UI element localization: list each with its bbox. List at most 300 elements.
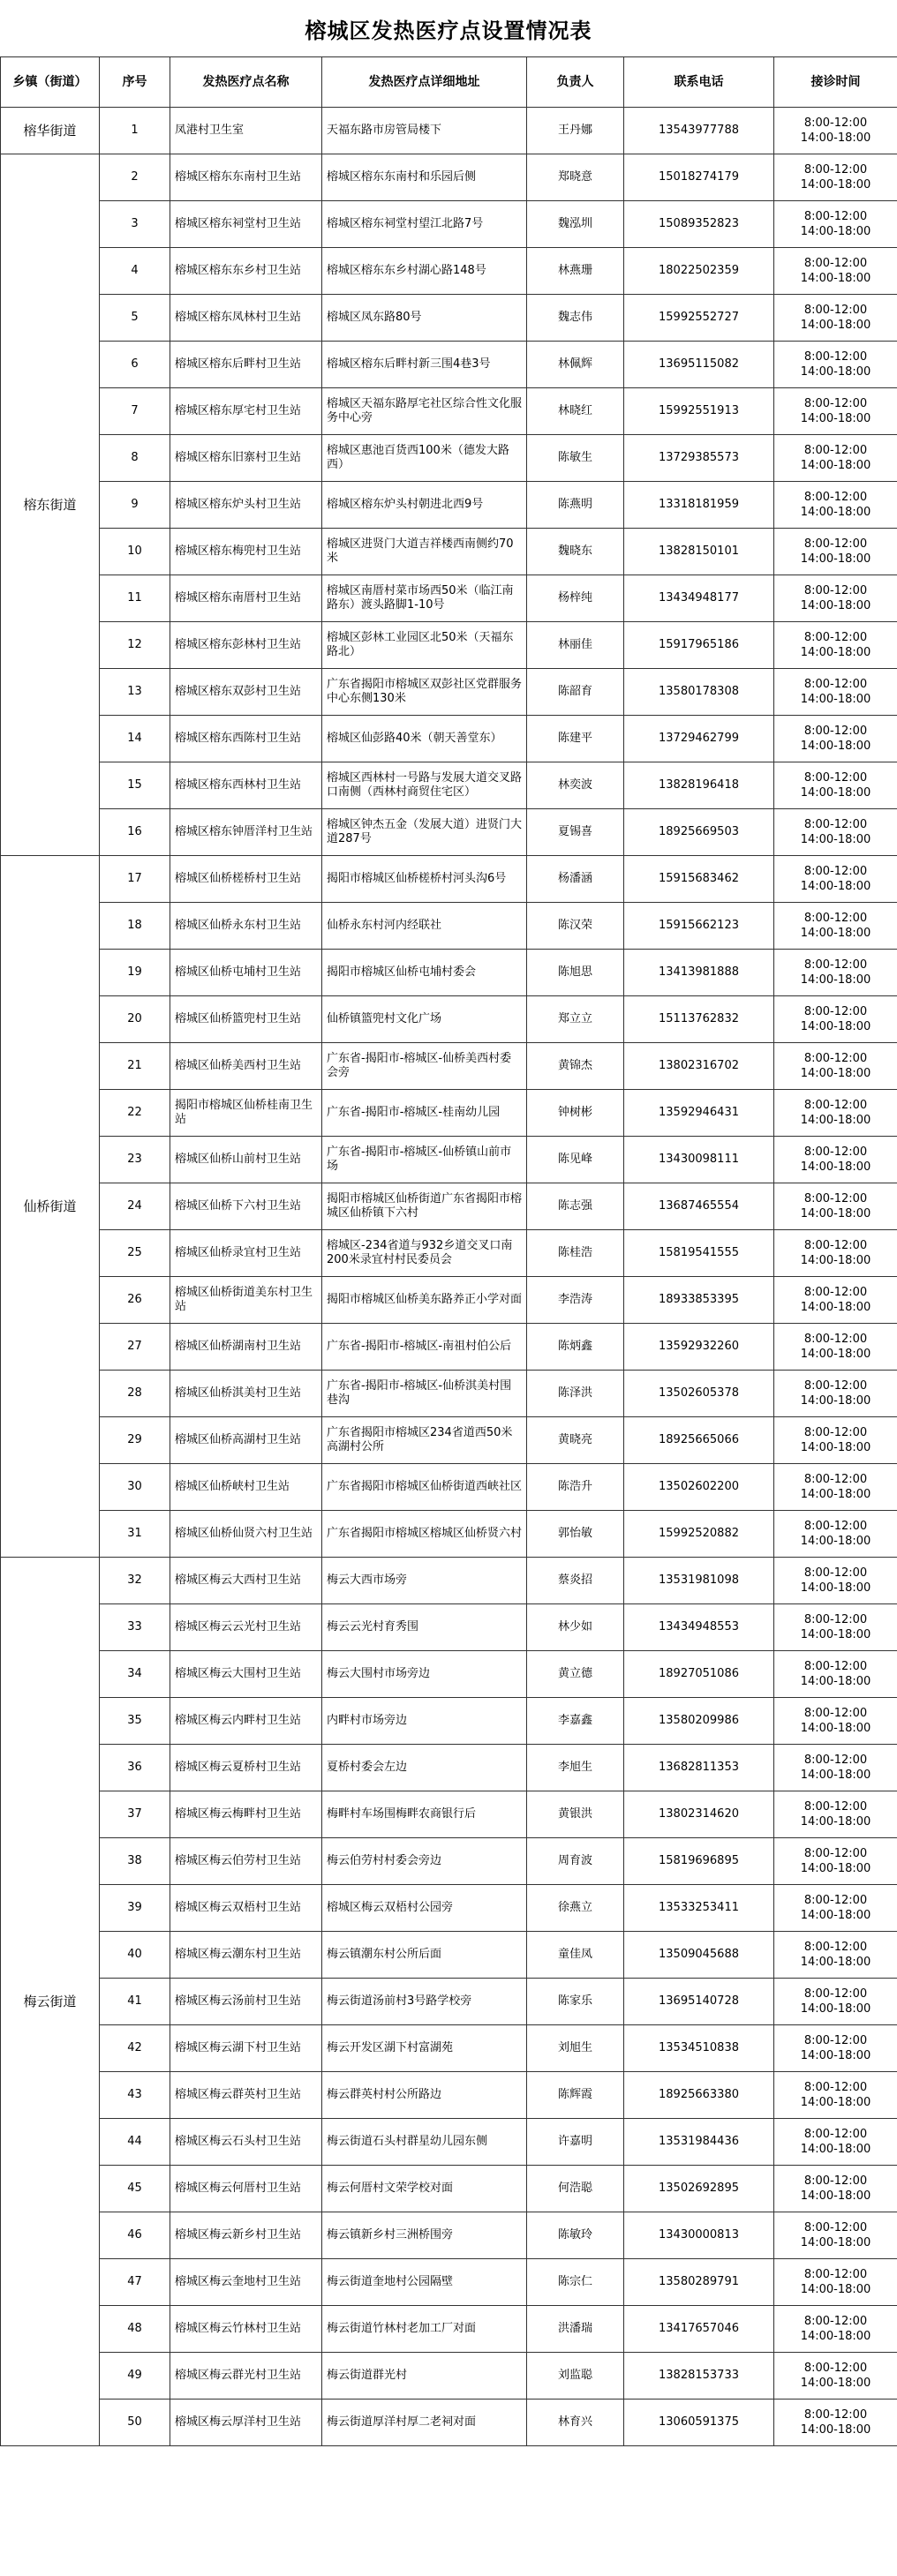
hours-cell	[774, 716, 897, 762]
table-row	[1, 903, 897, 950]
seq-cell: 49	[100, 2353, 170, 2400]
seq-cell: 48	[100, 2306, 170, 2353]
address-cell: 仙桥镇篮兜村文化广场	[322, 996, 527, 1043]
table-row	[1, 809, 897, 856]
phone-cell: 15089352823	[624, 201, 774, 248]
seq-cell: 39	[100, 1885, 170, 1932]
clinic-name-cell: 榕城区梅云双梧村卫生站	[170, 1885, 322, 1932]
phone-cell: 13434948177	[624, 575, 774, 622]
phone-cell: 13417657046	[624, 2306, 774, 2353]
clinic-name-cell: 凤港村卫生室	[170, 108, 322, 154]
clinic-name-cell: 榕城区梅云奎地村卫生站	[170, 2259, 322, 2306]
hours-cell	[774, 1511, 897, 1558]
clinic-name-cell: 榕城区仙桥仙贤六村卫生站	[170, 1511, 322, 1558]
person-cell: 林佩辉	[527, 342, 624, 388]
seq-cell: 24	[100, 1183, 170, 1230]
seq-cell: 35	[100, 1698, 170, 1745]
table-row	[1, 1043, 897, 1090]
fever-clinic-table	[0, 56, 897, 2446]
table-row	[1, 1885, 897, 1932]
hours-afternoon: 14:00-18:00	[800, 412, 871, 425]
hours-morning: 8:00-12:00	[803, 397, 868, 410]
person-cell: 童佳凤	[527, 1932, 624, 1979]
phone-cell: 15915662123	[624, 903, 774, 950]
hours-cell	[774, 1745, 897, 1791]
table-row	[1, 716, 897, 762]
seq-cell: 46	[100, 2212, 170, 2259]
hours-afternoon: 14:00-18:00	[800, 459, 871, 472]
hours-cell	[774, 1137, 897, 1183]
person-cell: 魏志伟	[527, 295, 624, 342]
hours-morning: 8:00-12:00	[803, 1286, 868, 1299]
table-row	[1, 1698, 897, 1745]
phone-cell: 13060591375	[624, 2400, 774, 2446]
table-row	[1, 1791, 897, 1838]
table-row	[1, 2306, 897, 2353]
hours-afternoon: 14:00-18:00	[800, 2143, 871, 2156]
person-cell: 陈敏玲	[527, 2212, 624, 2259]
table-row	[1, 575, 897, 622]
hours-cell	[774, 435, 897, 482]
hours-cell	[774, 248, 897, 295]
table-row	[1, 762, 897, 809]
town-cell: 榕华街道	[1, 108, 100, 154]
seq-cell: 45	[100, 2166, 170, 2212]
seq-cell: 14	[100, 716, 170, 762]
hours-morning: 8:00-12:00	[803, 1707, 868, 1720]
table-row	[1, 1417, 897, 1464]
clinic-name-cell: 榕城区梅云潮东村卫生站	[170, 1932, 322, 1979]
hours-cell	[774, 342, 897, 388]
seq-cell: 16	[100, 809, 170, 856]
seq-cell: 36	[100, 1745, 170, 1791]
phone-cell: 15113762832	[624, 996, 774, 1043]
phone-cell: 13592932260	[624, 1324, 774, 1371]
hours-cell	[774, 575, 897, 622]
hours-cell	[774, 1417, 897, 1464]
person-cell: 李旭生	[527, 1745, 624, 1791]
person-cell: 陈建平	[527, 716, 624, 762]
clinic-name-cell: 揭阳市榕城区仙桥桂南卫生站	[170, 1090, 322, 1137]
address-cell: 夏桥村委会左边	[322, 1745, 527, 1791]
phone-cell: 13318181959	[624, 482, 774, 529]
person-cell: 黄立德	[527, 1651, 624, 1698]
hours-morning: 8:00-12:00	[803, 2081, 868, 2094]
address-cell: 梅云街道汤前村3号路学校旁	[322, 1979, 527, 2025]
address-cell: 梅云街道奎地村公园隔壁	[322, 2259, 527, 2306]
hours-morning: 8:00-12:00	[803, 116, 868, 130]
hours-cell	[774, 1651, 897, 1698]
person-cell: 陈泽洪	[527, 1371, 624, 1417]
seq-cell: 1	[100, 108, 170, 154]
clinic-name-cell: 榕城区仙桥淇美村卫生站	[170, 1371, 322, 1417]
phone-cell: 13802316702	[624, 1043, 774, 1090]
hours-morning: 8:00-12:00	[803, 2408, 868, 2422]
hours-cell	[774, 295, 897, 342]
address-cell: 梅云街道石头村群星幼儿园东侧	[322, 2119, 527, 2166]
phone-cell: 18933853395	[624, 1277, 774, 1324]
address-cell: 梅云街道群光村	[322, 2353, 527, 2400]
clinic-name-cell: 榕城区仙桥槎桥村卫生站	[170, 856, 322, 903]
address-cell: 梅云街道竹林村老加工厂对面	[322, 2306, 527, 2353]
seq-cell: 2	[100, 154, 170, 201]
address-cell: 广东省-揭阳市-榕城区-仙桥淇美村围巷沟	[322, 1371, 527, 1417]
person-cell: 李浩涛	[527, 1277, 624, 1324]
seq-cell: 3	[100, 201, 170, 248]
seq-cell: 27	[100, 1324, 170, 1371]
phone-cell: 15819541555	[624, 1230, 774, 1277]
hours-afternoon: 14:00-18:00	[800, 1207, 871, 1220]
clinic-name-cell: 榕城区梅云群光村卫生站	[170, 2353, 322, 2400]
table-row	[1, 996, 897, 1043]
hours-afternoon: 14:00-18:00	[800, 740, 871, 753]
hours-afternoon: 14:00-18:00	[800, 1160, 871, 1174]
table-row	[1, 1324, 897, 1371]
address-cell: 榕城区西林村一号路与发展大道交叉路口南侧（西林村商贸住宅区）	[322, 762, 527, 809]
address-cell: 仙桥永东村河内经联社	[322, 903, 527, 950]
address-cell: 榕城区进贤门大道吉祥楼西南侧约70米	[322, 529, 527, 575]
address-cell: 广东省揭阳市榕城区仙桥街道西峡社区	[322, 1464, 527, 1511]
hours-cell	[774, 2072, 897, 2119]
person-cell: 郑立立	[527, 996, 624, 1043]
table-row	[1, 295, 897, 342]
clinic-name-cell: 榕城区仙桥高湖村卫生站	[170, 1417, 322, 1464]
table-row	[1, 2353, 897, 2400]
phone-cell: 13729462799	[624, 716, 774, 762]
hours-morning: 8:00-12:00	[803, 1894, 868, 1907]
table-row	[1, 248, 897, 295]
address-cell: 榕城区凤东路80号	[322, 295, 527, 342]
seq-cell: 40	[100, 1932, 170, 1979]
hours-morning: 8:00-12:00	[803, 2221, 868, 2234]
address-cell: 梅云伯劳村村委会旁边	[322, 1838, 527, 1885]
phone-cell: 13802314620	[624, 1791, 774, 1838]
hours-cell	[774, 1371, 897, 1417]
address-cell: 榕城区天福东路厚宅社区综合性文化服务中心旁	[322, 388, 527, 435]
hours-cell	[774, 1043, 897, 1090]
person-cell: 洪潘瑞	[527, 2306, 624, 2353]
address-cell: 广东省揭阳市榕城区双彭社区党群服务中心东侧130米	[322, 669, 527, 716]
seq-cell: 13	[100, 669, 170, 716]
phone-cell: 15018274179	[624, 154, 774, 201]
hours-afternoon: 14:00-18:00	[800, 1488, 871, 1501]
person-cell: 王丹娜	[527, 108, 624, 154]
hours-afternoon: 14:00-18:00	[800, 1581, 871, 1595]
hours-afternoon: 14:00-18:00	[800, 1862, 871, 1875]
phone-cell: 13687465554	[624, 1183, 774, 1230]
address-cell: 揭阳市榕城区仙桥屯埔村委会	[322, 950, 527, 996]
person-cell: 夏锡喜	[527, 809, 624, 856]
phone-cell: 13682811353	[624, 1745, 774, 1791]
person-cell: 林丽佳	[527, 622, 624, 669]
clinic-name-cell: 榕城区榕东炉头村卫生站	[170, 482, 322, 529]
hours-cell	[774, 2212, 897, 2259]
person-cell: 陈浩升	[527, 1464, 624, 1511]
phone-cell: 13580209986	[624, 1698, 774, 1745]
clinic-name-cell: 榕城区榕东南厝村卫生站	[170, 575, 322, 622]
clinic-name-cell: 榕城区仙桥篮兜村卫生站	[170, 996, 322, 1043]
header-hours: 接诊时间	[774, 57, 897, 108]
clinic-name-cell: 榕城区梅云云光村卫生站	[170, 1604, 322, 1651]
seq-cell: 10	[100, 529, 170, 575]
clinic-name-cell: 榕城区梅云梅畔村卫生站	[170, 1791, 322, 1838]
hours-afternoon: 14:00-18:00	[800, 1675, 871, 1688]
phone-cell: 13502692895	[624, 2166, 774, 2212]
seq-cell: 20	[100, 996, 170, 1043]
address-cell: 广东省揭阳市榕城区榕城区仙桥贤六村	[322, 1511, 527, 1558]
address-cell: 榕城区-234省道与932乡道交叉口南200米录宜村村民委员会	[322, 1230, 527, 1277]
hours-afternoon: 14:00-18:00	[800, 2002, 871, 2016]
table-row	[1, 1230, 897, 1277]
hours-morning: 8:00-12:00	[803, 1426, 868, 1439]
hours-cell	[774, 903, 897, 950]
clinic-name-cell: 榕城区榕东西林村卫生站	[170, 762, 322, 809]
hours-cell	[774, 1885, 897, 1932]
clinic-name-cell: 榕城区仙桥湖南村卫生站	[170, 1324, 322, 1371]
page-title: 榕城区发热医疗点设置情况表	[305, 18, 592, 43]
table-row	[1, 1183, 897, 1230]
table-row	[1, 154, 897, 201]
phone-cell: 15992520882	[624, 1511, 774, 1558]
person-cell: 陈志强	[527, 1183, 624, 1230]
seq-cell: 26	[100, 1277, 170, 1324]
address-cell: 榕城区榕东东南村和乐园后侧	[322, 154, 527, 201]
phone-cell: 13695115082	[624, 342, 774, 388]
phone-cell: 13828196418	[624, 762, 774, 809]
seq-cell: 11	[100, 575, 170, 622]
table-row	[1, 2166, 897, 2212]
phone-cell: 13502602200	[624, 1464, 774, 1511]
seq-cell: 43	[100, 2072, 170, 2119]
address-cell: 梅云群英村村公所路边	[322, 2072, 527, 2119]
hours-afternoon: 14:00-18:00	[800, 1769, 871, 1782]
hours-afternoon: 14:00-18:00	[800, 1067, 871, 1080]
hours-afternoon: 14:00-18:00	[800, 646, 871, 659]
table-row	[1, 1558, 897, 1604]
hours-morning: 8:00-12:00	[803, 163, 868, 176]
hours-morning: 8:00-12:00	[803, 1473, 868, 1486]
person-cell: 李嘉鑫	[527, 1698, 624, 1745]
hours-cell	[774, 669, 897, 716]
hours-afternoon: 14:00-18:00	[800, 693, 871, 706]
phone-cell: 13531984436	[624, 2119, 774, 2166]
hours-afternoon: 14:00-18:00	[800, 1020, 871, 1033]
table-row	[1, 482, 897, 529]
seq-cell: 18	[100, 903, 170, 950]
hours-morning: 8:00-12:00	[803, 444, 868, 457]
phone-cell: 15819696895	[624, 1838, 774, 1885]
person-cell: 林少如	[527, 1604, 624, 1651]
person-cell: 杨潘涵	[527, 856, 624, 903]
clinic-name-cell: 榕城区梅云伯劳村卫生站	[170, 1838, 322, 1885]
table-row	[1, 1371, 897, 1417]
hours-morning: 8:00-12:00	[803, 2268, 868, 2281]
table-row	[1, 2119, 897, 2166]
phone-cell: 15915683462	[624, 856, 774, 903]
address-cell: 广东省-揭阳市-榕城区-南祖村伯公后	[322, 1324, 527, 1371]
clinic-name-cell: 榕城区梅云新乡村卫生站	[170, 2212, 322, 2259]
town-cell: 仙桥街道	[1, 856, 100, 1558]
hours-morning: 8:00-12:00	[803, 818, 868, 831]
hours-cell	[774, 1230, 897, 1277]
hours-morning: 8:00-12:00	[803, 1660, 868, 1673]
phone-cell: 18022502359	[624, 248, 774, 295]
hours-morning: 8:00-12:00	[803, 1333, 868, 1346]
hours-morning: 8:00-12:00	[803, 1005, 868, 1018]
hours-morning: 8:00-12:00	[803, 2315, 868, 2328]
person-cell: 黄锦杰	[527, 1043, 624, 1090]
clinic-name-cell: 榕城区榕东钟厝洋村卫生站	[170, 809, 322, 856]
hours-afternoon: 14:00-18:00	[800, 833, 871, 846]
clinic-name-cell: 榕城区仙桥街道美东村卫生站	[170, 1277, 322, 1324]
hours-morning: 8:00-12:00	[803, 2128, 868, 2141]
hours-cell	[774, 1932, 897, 1979]
table-row	[1, 1090, 897, 1137]
hours-morning: 8:00-12:00	[803, 678, 868, 691]
hours-cell	[774, 996, 897, 1043]
person-cell: 钟树彬	[527, 1090, 624, 1137]
hours-cell	[774, 2259, 897, 2306]
person-cell: 许嘉明	[527, 2119, 624, 2166]
hours-afternoon: 14:00-18:00	[800, 599, 871, 612]
phone-cell: 18925669503	[624, 809, 774, 856]
hours-cell	[774, 2166, 897, 2212]
person-cell: 周育波	[527, 1838, 624, 1885]
table-row	[1, 1651, 897, 1698]
hours-afternoon: 14:00-18:00	[800, 1815, 871, 1829]
table-row	[1, 1745, 897, 1791]
clinic-name-cell: 榕城区梅云何厝村卫生站	[170, 2166, 322, 2212]
hours-afternoon: 14:00-18:00	[800, 1722, 871, 1735]
hours-afternoon: 14:00-18:00	[800, 2189, 871, 2203]
clinic-name-cell: 榕城区梅云夏桥村卫生站	[170, 1745, 322, 1791]
person-cell: 杨梓纯	[527, 575, 624, 622]
clinic-name-cell: 榕城区仙桥录宜村卫生站	[170, 1230, 322, 1277]
hours-afternoon: 14:00-18:00	[800, 2236, 871, 2249]
hours-afternoon: 14:00-18:00	[800, 1301, 871, 1314]
clinic-name-cell: 榕城区榕东凤林村卫生站	[170, 295, 322, 342]
person-cell: 陈家乐	[527, 1979, 624, 2025]
person-cell: 林育兴	[527, 2400, 624, 2446]
hours-afternoon: 14:00-18:00	[800, 927, 871, 940]
clinic-name-cell: 榕城区仙桥山前村卫生站	[170, 1137, 322, 1183]
clinic-name-cell: 榕城区仙桥永东村卫生站	[170, 903, 322, 950]
phone-cell: 13828153733	[624, 2353, 774, 2400]
person-cell: 陈汉荣	[527, 903, 624, 950]
header-person: 负责人	[527, 57, 624, 108]
address-cell: 梅云大西市场旁	[322, 1558, 527, 1604]
hours-cell	[774, 1838, 897, 1885]
seq-cell: 44	[100, 2119, 170, 2166]
hours-afternoon: 14:00-18:00	[800, 786, 871, 800]
clinic-name-cell: 榕城区梅云大围村卫生站	[170, 1651, 322, 1698]
seq-cell: 32	[100, 1558, 170, 1604]
address-cell: 榕城区南厝村菜市场西50米（临江南路东）渡头路脚1-10号	[322, 575, 527, 622]
address-cell: 内畔村市场旁边	[322, 1698, 527, 1745]
hours-afternoon: 14:00-18:00	[800, 1114, 871, 1127]
hours-afternoon: 14:00-18:00	[800, 2049, 871, 2062]
table-row	[1, 342, 897, 388]
address-cell: 梅云镇新乡村三洲桥围旁	[322, 2212, 527, 2259]
address-cell: 广东省揭阳市榕城区234省道西50米高湖村公所	[322, 1417, 527, 1464]
hours-morning: 8:00-12:00	[803, 210, 868, 223]
table-row	[1, 1932, 897, 1979]
header-town: 乡镇（街道）	[1, 57, 100, 108]
town-cell: 榕东街道	[1, 154, 100, 856]
seq-cell: 28	[100, 1371, 170, 1417]
hours-morning: 8:00-12:00	[803, 1520, 868, 1533]
hours-cell	[774, 1183, 897, 1230]
hours-afternoon: 14:00-18:00	[800, 1441, 871, 1454]
hours-afternoon: 14:00-18:00	[800, 178, 871, 192]
hours-cell	[774, 1090, 897, 1137]
seq-cell: 6	[100, 342, 170, 388]
hours-cell	[774, 482, 897, 529]
hours-cell	[774, 950, 897, 996]
address-cell: 梅云开发区湖下村富湖苑	[322, 2025, 527, 2072]
seq-cell: 38	[100, 1838, 170, 1885]
address-cell: 揭阳市榕城区仙桥槎桥村河头沟6号	[322, 856, 527, 903]
hours-cell	[774, 809, 897, 856]
seq-cell: 17	[100, 856, 170, 903]
header-name: 发热医疗点名称	[170, 57, 322, 108]
phone-cell: 18925665066	[624, 1417, 774, 1464]
person-cell: 何浩聪	[527, 2166, 624, 2212]
hours-afternoon: 14:00-18:00	[800, 365, 871, 379]
table-row	[1, 1604, 897, 1651]
hours-afternoon: 14:00-18:00	[800, 2330, 871, 2343]
hours-cell	[774, 2400, 897, 2446]
hours-afternoon: 14:00-18:00	[800, 1956, 871, 1969]
seq-cell: 37	[100, 1791, 170, 1838]
hours-cell	[774, 1277, 897, 1324]
table-row	[1, 388, 897, 435]
seq-cell: 29	[100, 1417, 170, 1464]
hours-morning: 8:00-12:00	[803, 1847, 868, 1860]
address-cell: 梅云镇潮东村公所后面	[322, 1932, 527, 1979]
hours-afternoon: 14:00-18:00	[800, 1628, 871, 1641]
hours-morning: 8:00-12:00	[803, 1800, 868, 1814]
hours-morning: 8:00-12:00	[803, 1379, 868, 1393]
address-cell: 榕城区榕东后畔村新三围4巷3号	[322, 342, 527, 388]
person-cell: 刘监聪	[527, 2353, 624, 2400]
person-cell: 黄银洪	[527, 1791, 624, 1838]
hours-morning: 8:00-12:00	[803, 1613, 868, 1626]
phone-cell: 13430098111	[624, 1137, 774, 1183]
hours-cell	[774, 529, 897, 575]
person-cell: 林晓红	[527, 388, 624, 435]
header-phone: 联系电话	[624, 57, 774, 108]
address-cell: 梅畔村车场围梅畔农商银行后	[322, 1791, 527, 1838]
hours-afternoon: 14:00-18:00	[800, 973, 871, 987]
seq-cell: 9	[100, 482, 170, 529]
seq-cell: 19	[100, 950, 170, 996]
person-cell: 林燕珊	[527, 248, 624, 295]
hours-afternoon: 14:00-18:00	[800, 2423, 871, 2437]
phone-cell: 13592946431	[624, 1090, 774, 1137]
person-cell: 郑晓意	[527, 154, 624, 201]
phone-cell: 13543977788	[624, 108, 774, 154]
phone-cell: 15917965186	[624, 622, 774, 669]
phone-cell: 13828150101	[624, 529, 774, 575]
address-cell: 梅云何厝村文荣学校对面	[322, 2166, 527, 2212]
clinic-name-cell: 榕城区榕东双彭村卫生站	[170, 669, 322, 716]
hours-morning: 8:00-12:00	[803, 1052, 868, 1065]
phone-cell: 13430000813	[624, 2212, 774, 2259]
hours-cell	[774, 2025, 897, 2072]
hours-morning: 8:00-12:00	[803, 1941, 868, 1954]
table-row	[1, 1511, 897, 1558]
